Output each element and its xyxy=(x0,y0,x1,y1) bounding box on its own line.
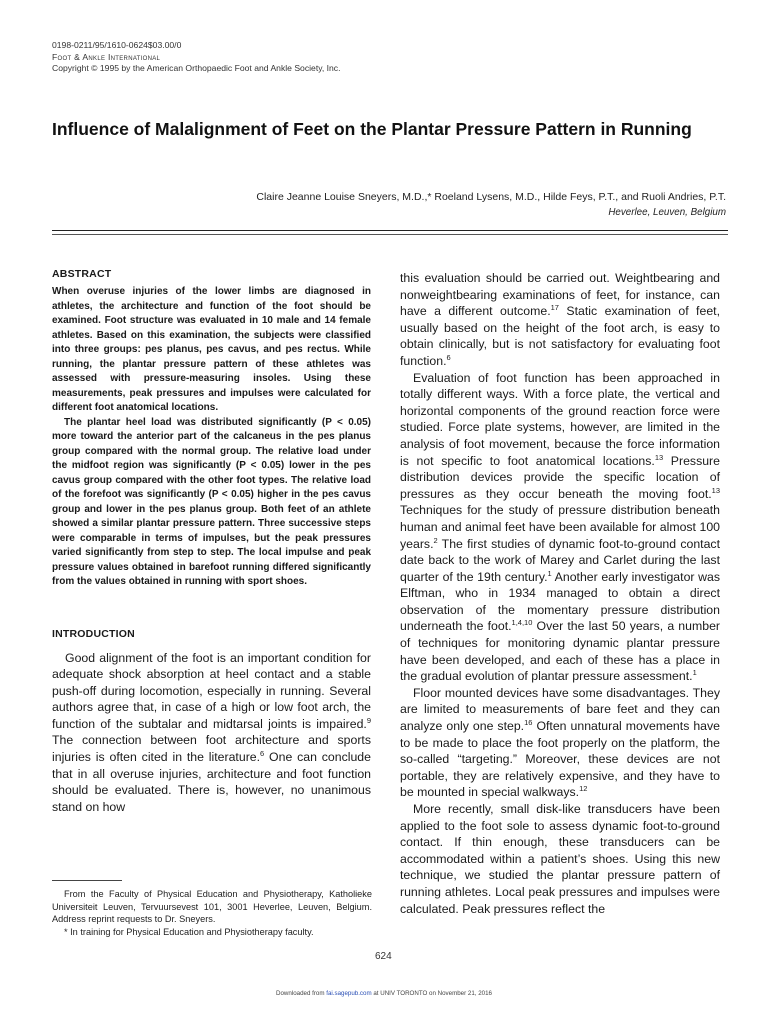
citation: 9 xyxy=(366,715,371,725)
right-paragraph-4: More recently, small disk-like transducers have been applied to the foot sole to assess dynamic foot-to-ground contact. If thin enough, these transducers can be accommodated within a patient’s shoes. Using this new technique, we studied the plantar pressure pattern of running athletes. Local peak pressures and impulses were calculated. Peak pressures reflect the xyxy=(400,802,720,916)
footnote-rule xyxy=(52,880,122,881)
right-paragraph-3: Floor mounted devices have some disadvantages. They are limited to measurements of bare feet and they can analyze only one step.$^{16}$ Often unnatural movements have to be made to place the foot properly on the platform, the so-called “targeting.” Moreover, these devices are not portable, they are relatively expensive, and they have to be mounted in special walkways.$^{12}$ xyxy=(400,685,720,800)
footnote-block xyxy=(52,888,372,938)
journal-header xyxy=(52,40,341,75)
author-block xyxy=(256,190,726,220)
citation: 6 xyxy=(260,748,265,758)
right-paragraph-2: Evaluation of foot function has been approached in totally different ways. With a force plate, the vertical and horizontal components of the ground reaction force were studied. Force plate systems, however, are limited in the analysis of foot movement, because the force information is not specific to foot anatomical locations.$^{13}$ Pressure distribution devices provide the specific location of pressures as they occur beneath the moving foot.$^{13}$ Techniques for the study of pressure distribution beneath human and animal feet have been available for almost 100 years.$^2$ The first studies of dynamic foot-to-ground contact date back to the work of Marey and Carlet during the last quarter of the 19th century.$^1$ Another early investigator was Elftman, who in 1934 managed to obtain a direct observation of the momentary pressure distribution underneath the foot.$^{1,4,10}$ Over the last 50 years, a number of techniques for monitoring dynamic plantar pressure have been developed, and each of these has a place in the gradual evolution of plantar pressure assessment.$^1$ xyxy=(400,370,721,684)
abstract-paragraph-1: When overuse injuries of the lower limbs are diagnosed in athletes, the architecture and function of the foot should be examined. Foot structure was evaluated in 10 male and 14 female athletes. Based on this examination, the subjects were classified into three groups: pes planus, pes cavus, and pes rectus. While running, the plantar pressure pattern of these athletes was assessed with pressure-measuring insoles. Using these measurements, peak pressures and impulses were calculated for different foot anatomical locations. xyxy=(52,286,371,413)
download-link[interactable]: fai.sagepub.com xyxy=(326,990,372,997)
introduction-section xyxy=(52,628,371,816)
citation: 2 xyxy=(433,535,438,545)
citation: 1 xyxy=(692,668,697,678)
citation: 12 xyxy=(579,784,588,794)
citation: 17 xyxy=(550,303,559,313)
left-column xyxy=(52,268,371,815)
citation: 13 xyxy=(654,452,664,462)
citation: 1,4,10 xyxy=(511,618,533,628)
author-location: Heverlee, Leuven, Belgium xyxy=(608,207,726,218)
copyright-line: Copyright © 1995 by the American Orthopaedic Foot and Ankle Society, Inc. xyxy=(52,63,341,73)
citation: 1 xyxy=(547,568,552,578)
abstract-heading: ABSTRACT xyxy=(52,268,112,280)
citation: 13 xyxy=(711,485,720,495)
right-column xyxy=(400,270,720,917)
page-number: 624 xyxy=(375,951,392,962)
author-names: Claire Jeanne Louise Sneyers, M.D.,* Roeland Lysens, M.D., Hilde Feys, P.T., and Ruoli Andries, P.T. xyxy=(256,191,726,203)
citation: 6 xyxy=(446,352,451,362)
training-footnote: * In training for Physical Education and Physiotherapy faculty. xyxy=(64,926,314,937)
title-rule-bottom xyxy=(52,234,728,235)
right-paragraph-1: this evaluation should be carried out. Weightbearing and nonweightbearing examinations of feet, for instance, can have a different outcome.$^{17}$ Static examination of feet, usually based on the height of the foot arch, is easy to obtain clinically, but is not satisfactory for evaluating foot function.$^6$ xyxy=(400,271,720,368)
abstract-section xyxy=(52,268,371,590)
title-rule-top xyxy=(52,230,728,231)
citation: 16 xyxy=(524,717,533,727)
journal-code: 0198-0211/95/1610-0624$03.00/0 xyxy=(52,40,182,50)
affiliation-footnote: From the Faculty of Physical Education and Physiotherapy, Katholieke Universiteit Leuven, Tervuursevest 101, 3001 Heverlee, Leuven, Belgium. Address reprint requests to Dr. Sneyers. xyxy=(52,889,372,925)
introduction-paragraph-1: Good alignment of the foot is an important condition for adequate shock absorption at heel contact and a stable push-off during locomotion, especially in running. Several authors agree that, in case of a high or low foot arch, the function of the subtalar and midtarsal joints is impaired.$^9$ The connection between foot architecture and sports injuries is often cited in the literature.$^6$ One can conclude that in all overuse injuries, architecture and foot function should be evaluated. There is, however, no unanimous stand on how xyxy=(52,650,371,814)
download-notice: Downloaded from fai.sagepub.com at UNIV TORONTO on November 21, 2016 xyxy=(276,990,492,997)
article-title: Influence of Malalignment of Feet on the Plantar Pressure Pattern in Running xyxy=(52,119,692,139)
introduction-heading: INTRODUCTION xyxy=(52,627,135,640)
abstract-paragraph-2: The plantar heel load was distributed significantly (P < 0.05) more toward the anterior part of the calcaneus in the pes planus group compared with the normal group. The relative load under the midfoot region was significantly (P < 0.05) lower in the pes cavus group compared with the other foot types. The relative load of the forefoot was significantly (P < 0.05) higher in the pes cavus group and lower in the pes planus group. Both feet of an athlete showed a similar plantar pressure pattern. Three successive steps were comparable in terms of impulses, but the peak pressures varied significantly from step to step. The local impulse and peak pressure values obtained in barefoot running differed significantly from the values obtained in running with sport shoes. xyxy=(52,416,371,587)
journal-name: Foot & Ankle International xyxy=(52,51,161,62)
